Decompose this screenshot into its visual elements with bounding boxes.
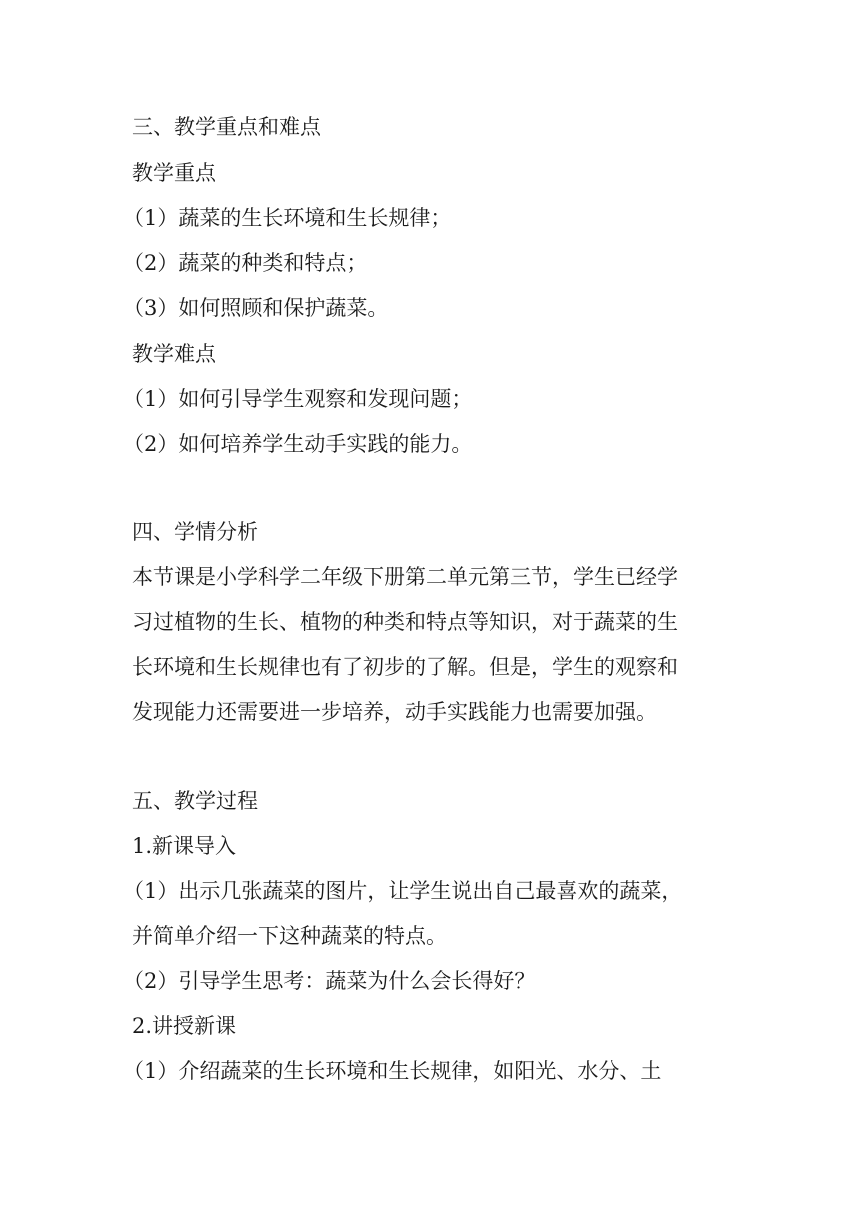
section-5-heading: 五、教学过程: [132, 789, 258, 813]
step-1-item: （2）引导学生思考：蔬菜为什么会长得好？: [123, 969, 536, 993]
step-1-item-continuation: 并简单介绍一下这种蔬菜的特点。: [132, 924, 447, 948]
analysis-paragraph-line: 长环境和生长规律也有了初步的了解。但是，学生的观察和: [132, 655, 678, 679]
key-point-item: （3）如何照顾和保护蔬菜。: [123, 296, 389, 320]
analysis-paragraph-line: 本节课是小学科学二年级下册第二单元第三节，学生已经学: [132, 565, 678, 589]
analysis-paragraph-line: 发现能力还需要进一步培养，动手实践能力也需要加强。: [132, 700, 657, 724]
key-point-item: （1）蔬菜的生长环境和生长规律；: [123, 206, 452, 230]
step-2-title: 2.讲授新课: [132, 1014, 237, 1038]
section-4-heading: 四、学情分析: [132, 520, 258, 544]
step-1-title: 1.新课导入: [132, 834, 237, 858]
key-point-item: （2）蔬菜的种类和特点；: [123, 251, 368, 275]
section-3-heading: 三、教学重点和难点: [132, 115, 321, 139]
difficulty-item: （2）如何培养学生动手实践的能力。: [123, 432, 473, 456]
key-points-title: 教学重点: [132, 161, 216, 185]
step-1-item: （1）出示几张蔬菜的图片，让学生说出自己最喜欢的蔬菜，: [123, 879, 683, 903]
analysis-paragraph-line: 习过植物的生长、植物的种类和特点等知识，对于蔬菜的生: [132, 610, 678, 634]
step-2-item: （1）介绍蔬菜的生长环境和生长规律，如阳光、水分、土: [123, 1059, 662, 1083]
difficulty-item: （1）如何引导学生观察和发现问题；: [123, 387, 473, 411]
difficulties-title: 教学难点: [132, 342, 216, 366]
